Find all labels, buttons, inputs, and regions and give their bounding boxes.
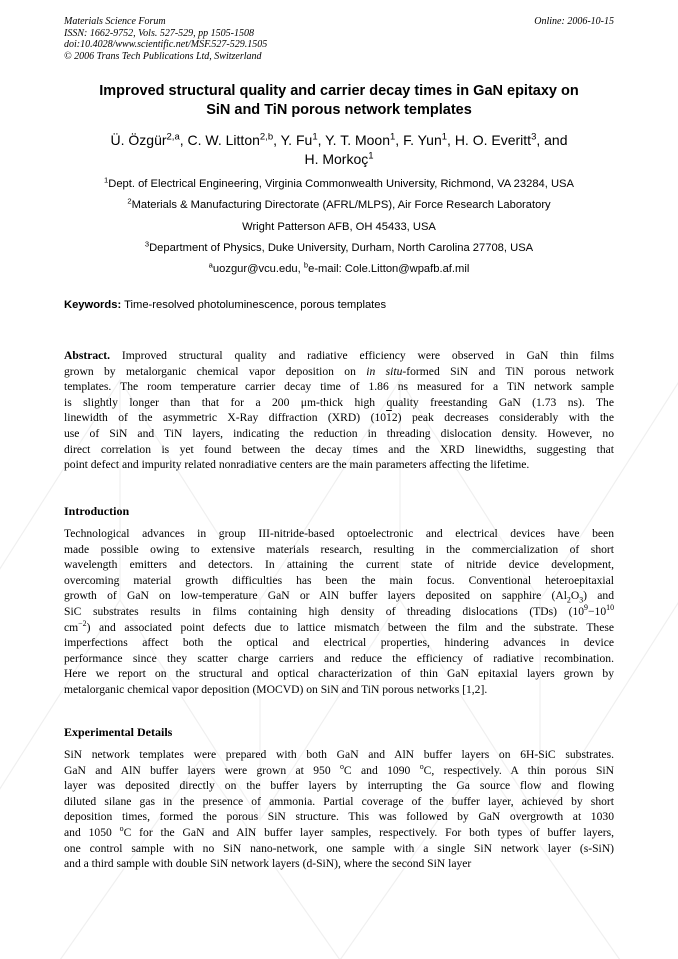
affiliation-2-address: Wright Patterson AFB, OH 45433, USA: [242, 221, 436, 233]
online-date: Online: 2006-10-15: [534, 16, 614, 27]
abstract-label: Abstract.: [64, 349, 111, 362]
keywords-text: Time-resolved photoluminescence, porous templates: [121, 299, 387, 311]
issn-line: ISSN: 1662-9752, Vols. 527-529, pp 1505-1508: [64, 27, 254, 39]
copyright-line: © 2006 Trans Tech Publications Ltd, Switzerland: [64, 50, 262, 62]
introduction-heading: Introduction: [64, 504, 130, 518]
journal-header: [64, 16, 267, 62]
keywords-label: Keywords:: [64, 299, 122, 311]
affiliation-1: $^1$Dept. of Electrical Engineering, Virginia Commonwealth University, Richmond, VA 23284, USA: [104, 175, 574, 190]
abstract: Abstract. Improved structural quality and radiative efficiency were observed in GaN thin films grown by metalorganic chemical vapor deposition on in situ-formed SiN and TiN porous network templates. The room temperature carrier decay time of 1.86 ns measured for a TiN network sample is slightly longer than that for a 200 μm-thick high quality freestanding GaN (1.73 ns). The linewidth of the asymmetric X-Ray diffraction (XRD) (1012) peak decreases considerably with the use of SiN and TiN layers, indicating the reduction in threading dislocation density. However, no direct correlation is yet found between the decay times and the XRD linewidths, suggesting that point defect and impurity related nonradiative centers are the main parameters affecting the lifetime.: [64, 349, 614, 472]
affiliation-2: $^2$Materials & Manufacturing Directorate (AFRL/MLPS), Air Force Research Laboratory: [127, 196, 551, 211]
introduction-body: Technological advances in group III-nitride-based optoelectronic and electrical devices have been made possible owing to extensive materials research, resulting in the commercialization of short wavelength emitters and detectors. In attaining the current state of nitride device development, overcoming material growth difficulties has been the main focus. Conventional heteroepitaxial growth of GaN on low-temperature GaN or AlN buffer layers deposited on sapphire $(Al_2O_3)$ and SiC substrates results in films containing high density of threading dislocations (TDs) ($10^9-10^{10}$ $cm^{-2}$) and associated point defects due to lattice mismatch between the film and the substrate. These imperfections affect both the optical and electrical properties, hindering advances in device performance since they scatter charge carriers and reduce the efficiency of radiative recombination. Here we report on the structural and optical characterization of thin GaN epitaxial layers grown by metalorganic chemical vapor deposition (MOCVD) on SiN and TiN porous networks [1,2].: [64, 527, 614, 696]
doi-line: doi:10.4028/www.scientific.net/MSF.527-529.1505: [64, 39, 268, 50]
experimental-body: SiN network templates were prepared with both GaN and AlN buffer layers on 6H-SiC substrates. GaN and AlN buffer layers were grown at 950 $^o$C and 1090 $^o$C, respectively. A thin porous SiN layer was deposited directly on the buffer layers by interrupting the Ga source flow and flowing diluted silane gas in the presence of ammonia. Partial coverage of the buffer layer, achieved by short deposition times, formed the porous SiN structure. This was followed by GaN overgrowth at 1030 and 1050 $^o$C for the GaN and AlN buffer layer samples, respectively. For both types of buffer layers, one control sample with no SiN nano-network, one sample with a single SiN network layer (s-SiN) and a third sample with double SiN network layers (d-SiN), where the second SiN layer: [64, 748, 615, 871]
journal-name: Materials Science Forum: [64, 16, 166, 27]
keywords: [64, 299, 386, 311]
email-line: $^a$uozgur@vcu.edu, $^b$e-mail: Cole.Litton@wpafb.af.mil: [208, 260, 470, 275]
experimental-heading: Experimental Details: [64, 725, 173, 739]
paper-title: Improved structural quality and carrier decay times in GaN epitaxy on SiN and TiN porous network templates: [99, 83, 579, 118]
author-list: Ü. Özgür$^{2,a}$, C. W. Litton$^{2,b}$, Y. Fu$^1$, Y. T. Moon$^1$, F. Yun$^1$, H. O. Everitt$^3$, and H. Morkoç$^1$: [110, 131, 568, 167]
affiliation-3: $^3$Department of Physics, Duke University, Durham, North Carolina 27708, USA: [144, 239, 534, 254]
